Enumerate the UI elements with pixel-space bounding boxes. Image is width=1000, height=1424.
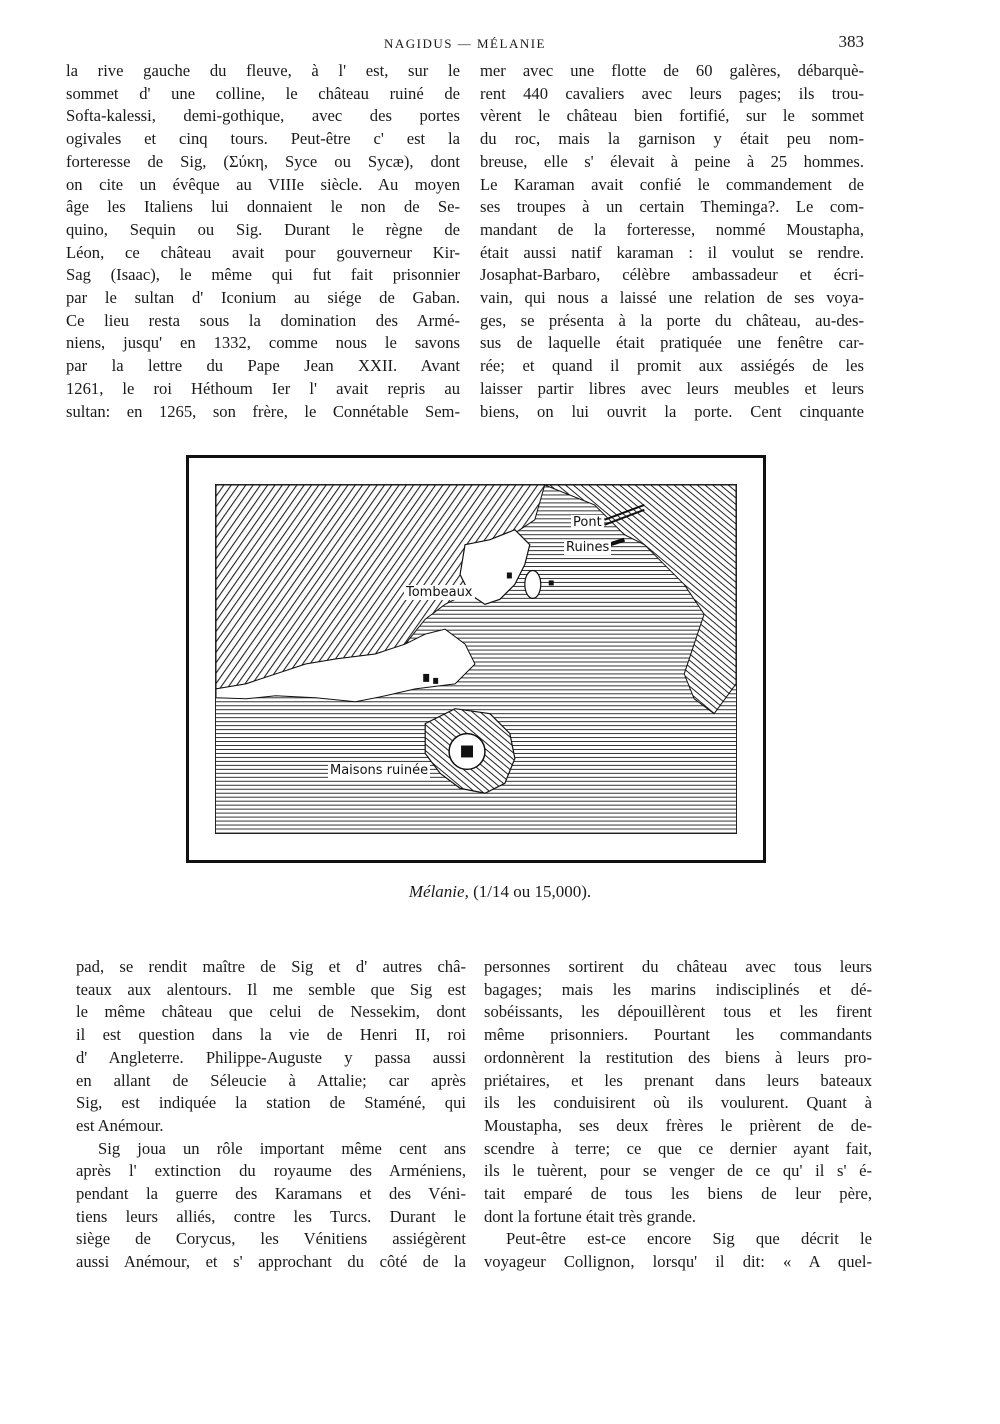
text-line: pad, se rendit maître de Sig et d' autres châ- xyxy=(76,957,466,976)
text-line: rée; et quand il promit aux assiégés de les xyxy=(480,356,864,376)
text-line: priétaires, et les prenant dans leurs bateaux xyxy=(484,1070,872,1090)
map-engraving xyxy=(215,484,737,834)
map-label-pont: Pont xyxy=(573,515,602,530)
map-drawing xyxy=(216,485,736,833)
text-line: scendre à terre; ce que ce dernier ayant fait, xyxy=(484,1138,872,1158)
text-line: biens, on lui ouvrit la porte. Cent cinquante xyxy=(480,401,864,421)
text-line: Sag (Isaac), le même qui fut fait prisonnier xyxy=(66,265,460,285)
column-top-left xyxy=(66,60,460,423)
text-line: Sig, est indiquée la station de Staméné, qui xyxy=(76,1093,466,1113)
text-line: personnes sortirent du château avec tous leurs xyxy=(484,957,872,976)
text-line: dont la fortune était très grande. xyxy=(484,1206,696,1226)
building-icon xyxy=(423,674,429,682)
running-header xyxy=(66,32,864,54)
text-line: tiens leurs alliés, contre les Turcs. Durant le xyxy=(76,1206,466,1226)
text-line: ogivales et cinq tours. Peut-être c' est la xyxy=(66,129,460,149)
text-line: vain, qui nous a laissé une relation de ses voya- xyxy=(480,288,864,308)
text-line: Ce lieu resta sous la domination des Armé- xyxy=(66,310,460,330)
figure-caption xyxy=(0,882,1000,902)
fort-keep-icon xyxy=(461,746,473,758)
text-line: rent 440 cavaliers avec leurs pages; ils trou- xyxy=(480,83,864,103)
caption-place: Mélanie, xyxy=(408,882,469,901)
text-line: Sig joua un rôle important même cent ans xyxy=(98,1138,466,1158)
text-line: d' Angleterre. Philippe-Auguste y passa aussi xyxy=(76,1047,466,1067)
text-line: 1261, le roi Héthoum Ier l' avait repris au xyxy=(66,378,460,398)
text-line: âge les Italiens lui donnaient le non de Se- xyxy=(66,197,460,217)
text-line: il est question dans la vie de Henri II, roi xyxy=(76,1025,466,1045)
text-line: laisser partir libres avec leurs meubles et leurs xyxy=(480,378,864,398)
map-label-tombeaux: Tombeaux xyxy=(406,585,473,600)
text-line: bagages; mais les marins indisciplinés et dé- xyxy=(484,979,872,999)
text-line: on cite un évêque au VIIIe siècle. Au moyen xyxy=(66,174,460,194)
text-line: breuse, elle s' élevait à peine à 25 hommes. xyxy=(480,151,864,171)
text-line: sus de laquelle était pratiquée une fenêtre car- xyxy=(480,333,864,353)
map-figure xyxy=(186,455,766,863)
page-number: 383 xyxy=(838,32,864,51)
text-line: mer avec une flotte de 60 galères, débarquè- xyxy=(480,61,864,80)
islet xyxy=(525,571,541,599)
text-line: vèrent le château bien fortifié, sur le sommet xyxy=(480,106,864,126)
text-line: par la lettre du Pape Jean XXII. Avant xyxy=(66,356,460,376)
caption-scale: (1/14 ou 15,000). xyxy=(473,882,592,901)
text-line: ils le tuèrent, pour se venger de ce qu' il s' é- xyxy=(484,1161,872,1181)
text-line: est Anémour. xyxy=(76,1115,164,1135)
text-line: la rive gauche du fleuve, à l' est, sur le xyxy=(66,61,460,80)
map-label-maisons: Maisons ruinée xyxy=(330,763,429,778)
map-label-ruines: Ruines xyxy=(566,540,610,555)
text-line: sultan: en 1265, son frère, le Connétable Sem- xyxy=(66,401,460,421)
text-line: siège de Corycus, les Vénitiens assiégèrent xyxy=(76,1229,466,1249)
text-line: même prisonniers. Pourtant les commandants xyxy=(484,1025,872,1045)
text-line: ordonnèrent la restitution des biens à leurs pro- xyxy=(484,1047,872,1067)
text-line: quino, Sequin ou Sig. Durant le règne de xyxy=(66,219,460,239)
text-line: Softa-kalessi, demi-gothique, avec des portes xyxy=(66,106,460,126)
text-line: pendant la guerre des Karamans et des Véni- xyxy=(76,1184,466,1204)
text-line: voyageur Collignon, lorsqu' il dit: « A quel- xyxy=(484,1252,872,1272)
text-line: ils les conduisirent où ils voulurent. Quant à xyxy=(484,1093,872,1113)
text-line: Moustapha, ses deux frères le prièrent de de- xyxy=(484,1115,872,1135)
text-line: niens, jusqu' en 1332, comme nous le savons xyxy=(66,333,460,353)
text-line: aussi Anémour, et s' approchant du côté de la xyxy=(76,1252,466,1272)
text-line: en allant de Séleucie à Attalie; car après xyxy=(76,1070,466,1090)
text-line: forteresse de Sig, (Σύκη, Syce ou Sycæ), dont xyxy=(66,151,460,171)
column-top-right xyxy=(480,60,864,423)
text-line: tait emparé de tous les biens de leur père, xyxy=(484,1184,872,1204)
text-line: Léon, ce château avait pour gouverneur Kir- xyxy=(66,242,460,262)
text-line: sobéissants, les dépouillèrent tous et les firent xyxy=(484,1002,872,1022)
text-line: teaux aux alentours. Il me semble que Sig est xyxy=(76,979,466,999)
column-bottom-right xyxy=(484,956,872,1274)
text-line: après l' extinction du royaume des Arméniens, xyxy=(76,1161,466,1181)
text-line: du roc, mais la garnison y était peu nom- xyxy=(480,129,864,149)
text-line: était aussi natif karaman : il voulut se rendre. xyxy=(480,242,864,262)
text-line: le même château que celui de Nessekim, dont xyxy=(76,1002,466,1022)
building-icon xyxy=(507,572,512,578)
running-title: NAGIDUS — MÉLANIE xyxy=(384,36,546,51)
building-icon xyxy=(433,678,438,684)
column-bottom-left xyxy=(76,956,466,1274)
text-line: ges, se présenta à la porte du château, au-des- xyxy=(480,310,864,330)
text-line: par le sultan d' Iconium au siége de Gaban. xyxy=(66,288,460,308)
text-line: Josaphat-Barbaro, célèbre ambassadeur et écri- xyxy=(480,265,864,285)
text-line: Le Karaman avait confié le commandement de xyxy=(480,174,864,194)
building-icon xyxy=(549,580,554,585)
text-line: mandant de la forteresse, nommé Moustapha, xyxy=(480,219,864,239)
text-line: ses troupes à un certain Theminga?. Le com- xyxy=(480,197,864,217)
text-line: sommet d' une colline, le château ruiné de xyxy=(66,83,460,103)
text-line: Peut-être est-ce encore Sig que décrit le xyxy=(506,1229,872,1249)
